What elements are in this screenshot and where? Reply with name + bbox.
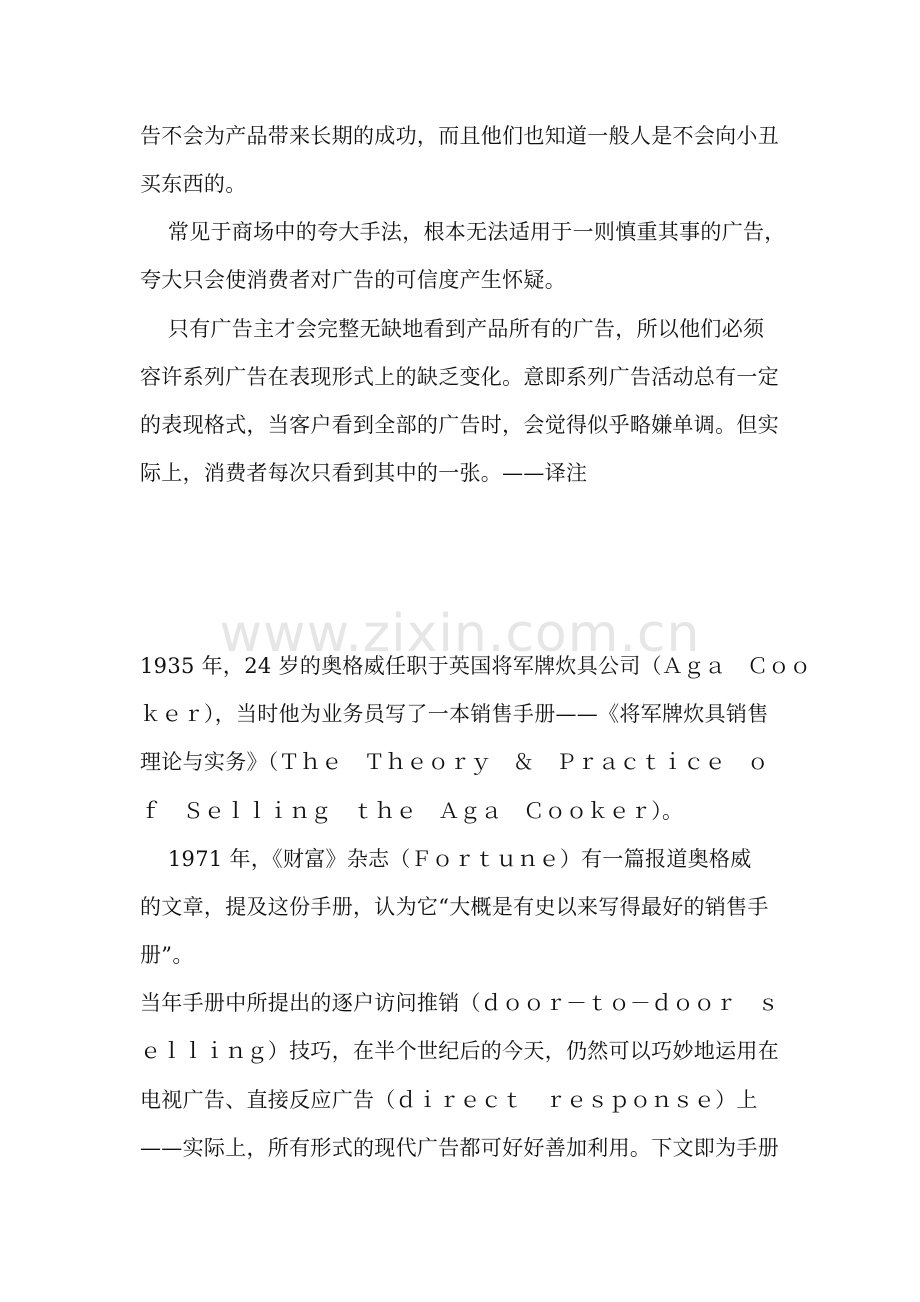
paragraph-3-line-3: 的表现格式，当客户看到全部的广告时，会觉得似乎略嫌单调。但实 bbox=[140, 413, 779, 437]
paragraph-6-line-1: 当年手册中所提出的逐户访问推销（ｄｏｏｒ－ｔｏ－ｄｏｏｒ ｓ bbox=[140, 991, 779, 1015]
paragraph-4-line-1: 1935 年，24 岁的奥格威任职于英国将军牌炊具公司（Ａｇａ Ｃｏｏ bbox=[140, 654, 812, 678]
paragraph-1-line-2: 买东西的。 bbox=[140, 172, 247, 196]
paragraph-1-line-1: 告不会为产品带来长期的成功，而且他们也知道一般人是不会向小丑 bbox=[140, 124, 779, 148]
paragraph-6-line-4: ——实际上，所有形式的现代广告都可好好善加利用。下文即为手册 bbox=[140, 1136, 779, 1160]
paragraph-3-line-1: 只有广告主才会完整无缺地看到产品所有的广告，所以他们必须 bbox=[140, 317, 765, 341]
paragraph-6-line-2: ｅｌｌｉｎｇ）技巧，在半个世纪后的今天，仍然可以巧妙地运用在 bbox=[140, 1039, 779, 1063]
paragraph-3-line-4: 际上，消费者每次只看到其中的一张。——译注 bbox=[140, 461, 588, 485]
paragraph-5-line-1: 1971 年，《财富》杂志（Ｆｏｒｔｕｎｅ）有一篇报道奥格威 bbox=[140, 847, 752, 871]
paragraph-5-line-3: 册”。 bbox=[140, 943, 194, 967]
paragraph-4-line-2: ｋｅｒ），当时他为业务员写了一本销售手册——《将军牌炊具销售 bbox=[140, 702, 769, 726]
paragraph-6-line-3: 电视广告、直接反应广告（ｄｉｒｅｃｔ ｒｅｓｐｏｎｓｅ）上 bbox=[140, 1088, 758, 1112]
paragraph-4-line-3: 理论与实务》（Ｔｈｅ Ｔｈｅｏｒｙ ＆ Ｐｒａｃｔｉｃｅ ｏ bbox=[140, 750, 769, 774]
paragraph-2-line-1: 常见于商场中的夸大手法，根本无法适用于一则慎重其事的广告， bbox=[140, 220, 786, 244]
paragraph-3-line-2: 容许系列广告在表现形式上的缺乏变化。意即系列广告活动总有一定 bbox=[140, 365, 779, 389]
watermark: www.zixin.com.cn bbox=[219, 604, 701, 664]
paragraph-2-line-2: 夸大只会使消费者对广告的可信度产生怀疑。 bbox=[140, 268, 566, 292]
paragraph-5-line-2: 的文章，提及这份手册，认为它“大概是有史以来写得最好的销售手 bbox=[140, 895, 769, 919]
paragraph-4-line-4: ｆ Ｓｅｌｌｉｎｇ ｔｈｅ Ａｇａ Ｃｏｏｋｅｒ）。 bbox=[140, 799, 684, 823]
